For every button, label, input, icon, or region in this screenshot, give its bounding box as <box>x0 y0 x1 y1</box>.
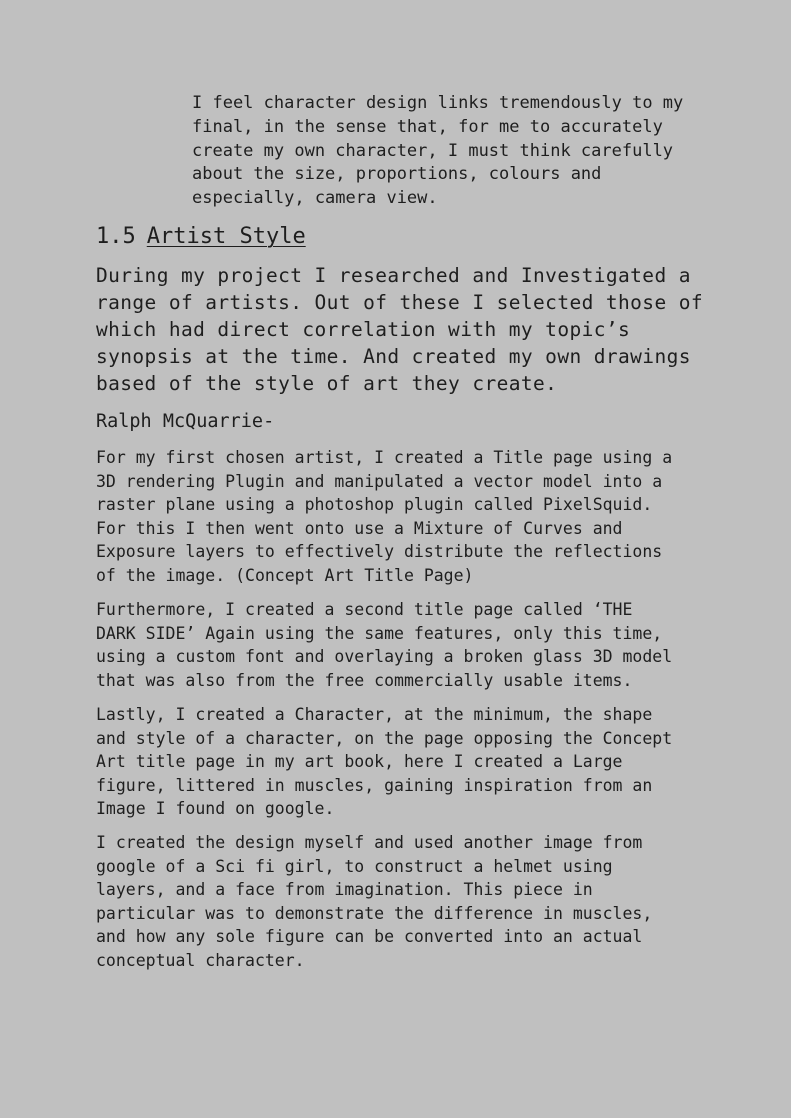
body-paragraph: For my first chosen artist, I created a Title page using a 3D rendering Plugin and manipulated a vector model into a raster plane using a photoshop plugin called PixelSquid. For this I then went onto use a Mixture of Curves and Exposure layers to effectively distribute the reflections of the image. (Concept Art Title Page) <box>96 448 673 585</box>
body-paragraph: Lastly, I created a Character, at the minimum, the shape and style of a character, on the page opposing the Concept Art title page in my art book, here I created a Large figure, littered in muscles, gaining inspiration from an Image I found on google. <box>96 705 673 818</box>
artist-name: Ralph McQuarrie- <box>96 411 275 432</box>
section-title: Artist Style <box>146 224 306 249</box>
section-heading <box>96 222 306 252</box>
body-paragraph: Furthermore, I created a second title page called ‘THE DARK SIDE’ Again using the same features, only this time, using a custom font and overlaying a broken glass 3D model that was also from the free commercially usable items. <box>96 600 673 690</box>
lead-paragraph: During my project I researched and Investigated a range of artists. Out of these I selected those of which had direct correlation with my topic’s synopsis at the time. And created my own drawings based of the style of art they create. <box>96 264 703 396</box>
section-number: 1.5 <box>96 224 136 249</box>
intro-paragraph: I feel character design links tremendously to my final, in the sense that, for me to accurately create my own character, I must think carefully about the size, proportions, colours and especially, camera view. <box>192 93 684 209</box>
body-paragraph: I created the design myself and used another image from google of a Sci fi girl, to construct a helmet using layers, and a face from imagination. This piece in particular was to demonstrate the difference in muscles, and how any sole figure can be converted into an actual conceptual character. <box>96 833 653 970</box>
